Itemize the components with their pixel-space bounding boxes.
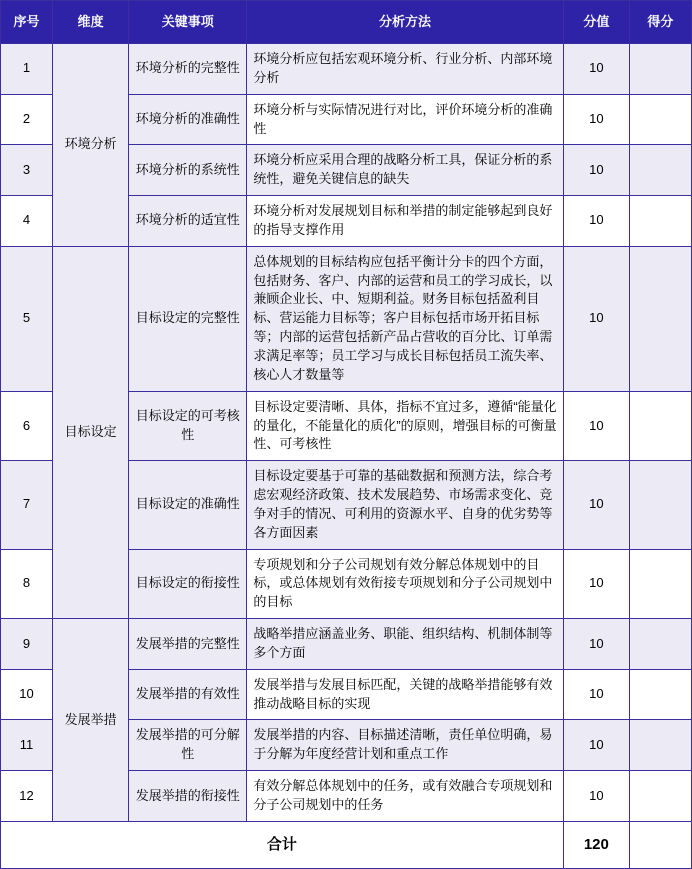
cell-points[interactable] [629,461,691,549]
column-header-dimension: 维度 [53,1,129,44]
table-row [1,619,692,670]
cell-points[interactable] [629,94,691,145]
cell-seq: 4 [1,196,53,247]
cell-points[interactable] [629,549,691,619]
cell-method: 目标设定要清晰、具体，指标不宜过多，遵循“能量化的量化，不能量化的质化”的原则，增强目标的可衡量性、可考核性 [247,391,563,461]
cell-seq: 3 [1,145,53,196]
cell-key-item: 发展举措的可分解性 [129,720,247,771]
cell-score: 10 [563,145,629,196]
cell-method: 环境分析应包括宏观环境分析、行业分析、内部环境分析 [247,44,563,95]
cell-method: 有效分解总体规划中的任务，或有效融合专项规划和分子公司规划中的任务 [247,771,563,822]
cell-points[interactable] [629,246,691,391]
column-header-key-item: 关键事项 [129,1,247,44]
cell-method: 环境分析应采用合理的战略分析工具，保证分析的系统性，避免关键信息的缺失 [247,145,563,196]
cell-key-item: 发展举措的衔接性 [129,771,247,822]
cell-seq: 7 [1,461,53,549]
cell-method: 环境分析与实际情况进行对比，评价环境分析的准确性 [247,94,563,145]
table-row [1,44,692,95]
column-header-seq: 序号 [1,1,53,44]
cell-method: 发展举措与发展目标匹配，关键的战略举措能够有效推动战略目标的实现 [247,669,563,720]
total-points[interactable] [629,821,691,868]
cell-points[interactable] [629,44,691,95]
table-body [1,44,692,822]
cell-points[interactable] [629,391,691,461]
cell-points[interactable] [629,669,691,720]
cell-seq: 9 [1,619,53,670]
cell-score: 10 [563,196,629,247]
cell-seq: 12 [1,771,53,822]
cell-key-item: 环境分析的准确性 [129,94,247,145]
cell-key-item: 目标设定的准确性 [129,461,247,549]
table-footer [1,821,692,868]
column-header-points: 得分 [629,1,691,44]
cell-seq: 11 [1,720,53,771]
cell-seq: 2 [1,94,53,145]
column-header-method: 分析方法 [247,1,563,44]
cell-points[interactable] [629,771,691,822]
header-row [1,1,692,44]
cell-score: 10 [563,771,629,822]
cell-method: 专项规划和分子公司规划有效分解总体规划中的目标，或总体规划有效衔接专项规划和分子公司规划中的目标 [247,549,563,619]
cell-key-item: 目标设定的衔接性 [129,549,247,619]
cell-method: 战略举措应涵盖业务、职能、组织结构、机制体制等多个方面 [247,619,563,670]
cell-score: 10 [563,461,629,549]
cell-key-item: 发展举措的完整性 [129,619,247,670]
cell-seq: 10 [1,669,53,720]
cell-score: 10 [563,44,629,95]
cell-key-item: 环境分析的适宜性 [129,196,247,247]
cell-key-item: 环境分析的系统性 [129,145,247,196]
total-score: 120 [563,821,629,868]
cell-key-item: 目标设定的完整性 [129,246,247,391]
cell-score: 10 [563,720,629,771]
cell-score: 10 [563,549,629,619]
cell-score: 10 [563,619,629,670]
total-label: 合计 [1,821,564,868]
cell-points[interactable] [629,619,691,670]
cell-score: 10 [563,669,629,720]
cell-method: 总体规划的目标结构应包括平衡计分卡的四个方面，包括财务、客户、内部的运营和员工的学习成长，以兼顾企业长、中、短期利益。财务目标包括盈利目标、营运能力目标等；客户目标包括市场开拓目标等；内部的运营包括新产品占营收的百分比、订单需求满足率等；员工学习与成长目标包括员工流失率、核心人才数量等 [247,246,563,391]
cell-key-item: 环境分析的完整性 [129,44,247,95]
cell-points[interactable] [629,720,691,771]
cell-score: 10 [563,246,629,391]
cell-score: 10 [563,391,629,461]
cell-method: 环境分析对发展规划目标和举措的制定能够起到良好的指导支撑作用 [247,196,563,247]
cell-seq: 5 [1,246,53,391]
cell-dimension: 环境分析 [53,44,129,247]
cell-seq: 8 [1,549,53,619]
cell-seq: 1 [1,44,53,95]
cell-score: 10 [563,94,629,145]
cell-seq: 6 [1,391,53,461]
cell-method: 发展举措的内容、目标描述清晰，责任单位明确，易于分解为年度经营计划和重点工作 [247,720,563,771]
table-row [1,246,692,391]
table-header [1,1,692,44]
cell-dimension: 发展举措 [53,619,129,822]
cell-key-item: 发展举措的有效性 [129,669,247,720]
cell-method: 目标设定要基于可靠的基础数据和预测方法，综合考虑宏观经济政策、技术发展趋势、市场需求变化、竞争对手的情况、可利用的资源水平、自身的优劣势等各方面因素 [247,461,563,549]
total-row [1,821,692,868]
cell-points[interactable] [629,196,691,247]
column-header-score: 分值 [563,1,629,44]
cell-points[interactable] [629,145,691,196]
cell-key-item: 目标设定的可考核性 [129,391,247,461]
cell-dimension: 目标设定 [53,246,129,618]
